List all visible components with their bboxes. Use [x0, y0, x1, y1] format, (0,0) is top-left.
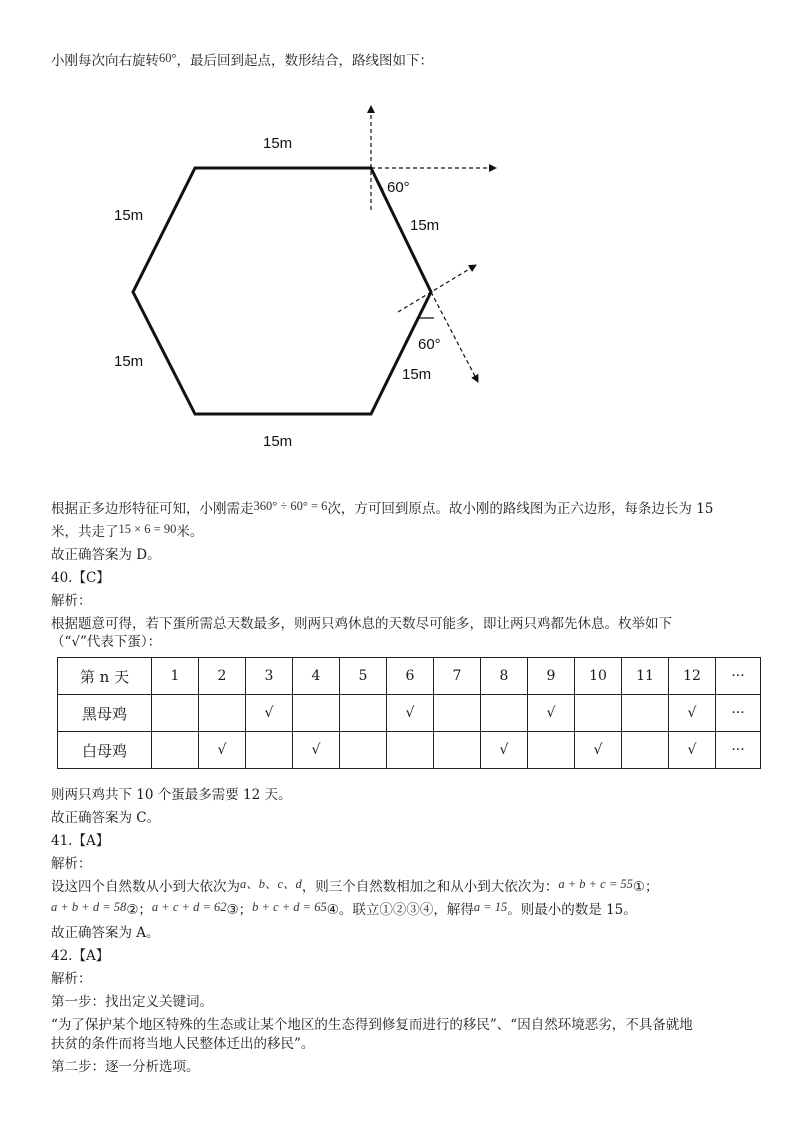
question-number-40: 40.【C】 [51, 570, 110, 586]
table-header-cell: 12 [669, 658, 716, 695]
table-cell: √ [481, 732, 528, 769]
equation-4: b + c + d = 65 [252, 900, 327, 914]
definition-quote-line1: “为了保护某个地区特殊的生态或让某个地区的生态得到修复而进行的移民”、“因自然环境恶劣，不具备就地 [51, 1017, 693, 1033]
step-1: 第一步：找出定义关键词。 [51, 994, 213, 1010]
table-cell: 白母鸡 [58, 732, 152, 769]
table-cell: 黑母鸡 [58, 695, 152, 732]
table-header-cell: 第 n 天 [58, 658, 152, 695]
conclusion-40: 则两只鸡共下 10 个蛋最多需要 12 天。 [51, 787, 292, 803]
forward-arrow [398, 265, 476, 312]
table-cell [152, 732, 199, 769]
intro-text-end: ，最后回到起点，数形结合，路线图如下： [176, 53, 433, 69]
solution-equation: a = 15 [473, 900, 508, 914]
table-cell [293, 695, 340, 732]
rotation-angle: 60° [159, 51, 177, 65]
angle-label-right: 60° [418, 336, 441, 353]
table-cell [575, 695, 622, 732]
table-row-white-hen [58, 732, 761, 769]
table-header-row [58, 658, 761, 695]
explanation-line-1 [51, 499, 713, 519]
intro-text: 小刚每次向右旋转 [51, 53, 159, 69]
table-cell [528, 732, 575, 769]
analysis-label-41: 解析： [51, 856, 92, 872]
table-row-black-hen [58, 695, 761, 732]
analysis-text-40-line1: 根据题意可得，若下蛋所需总天数最多，则两只鸡休息的天数尽可能多，即让两只鸡都先休息。枚举如下 [51, 616, 672, 632]
angle-label-top: 60° [387, 179, 410, 196]
table-header-cell: 9 [528, 658, 575, 695]
table-cell: √ [528, 695, 575, 732]
question-number-41: 41.【A】 [51, 833, 110, 849]
table-cell [246, 732, 293, 769]
table-header-cell: 8 [481, 658, 528, 695]
table-header-cell: 1 [152, 658, 199, 695]
explanation-text: 次，方可回到原点。故小刚的路线图为正六边形，每条边长为 15 [327, 501, 714, 517]
formula-15-times-6: 15 × 6 = 90 [118, 522, 177, 536]
table-header-cell: 6 [387, 658, 434, 695]
step-2: 第二步：逐一分析选项。 [51, 1059, 200, 1075]
equation-2: a + b + d = 58 [51, 900, 127, 914]
table-cell: √ [293, 732, 340, 769]
table-header-cell: 10 [575, 658, 622, 695]
definition-quote-line2: 扶贫的条件而将当地人民整体迁出的移民”。 [51, 1036, 315, 1052]
equation-mark: ②； [126, 902, 152, 918]
table-cell: ··· [716, 732, 761, 769]
side-label-bottom: 15m [263, 433, 293, 450]
side-label-upper-left: 15m [114, 207, 144, 224]
explanation-line-2 [51, 522, 203, 542]
analysis-text-40-line2: （“√”代表下蛋）： [51, 634, 162, 650]
table-cell [152, 695, 199, 732]
table-cell [481, 695, 528, 732]
equation-mark: ③； [226, 902, 253, 918]
table-header-cell: 3 [246, 658, 293, 695]
egg-laying-table [57, 657, 761, 769]
question-number-42: 42.【A】 [51, 948, 110, 964]
side-label-upper-right: 15m [410, 217, 440, 234]
analysis-label-42: 解析： [51, 971, 92, 987]
hexagon-path [133, 168, 431, 414]
equation-3: a + c + d = 62 [151, 900, 227, 914]
table-cell [434, 695, 481, 732]
table-header-cell: 2 [199, 658, 246, 695]
equation-mark: ①； [632, 879, 659, 895]
side-label-lower-left: 15m [114, 353, 144, 370]
table-cell [622, 695, 669, 732]
table-cell [622, 732, 669, 769]
analysis-text: ，则三个自然数相加之和从小到大依次为： [301, 879, 559, 895]
table-cell: √ [246, 695, 293, 732]
analysis-text: 设这四个自然数从小到大依次为 [51, 879, 240, 895]
table-header-cell: ··· [716, 658, 761, 695]
analysis-text-41-line1 [51, 877, 659, 897]
equation-mark: ④。联立①②③④，解得 [326, 902, 474, 918]
table-header-cell: 11 [622, 658, 669, 695]
answer-39: 故正确答案为 D。 [51, 547, 161, 563]
table-cell [340, 732, 387, 769]
table-cell: √ [199, 732, 246, 769]
table-header-cell: 5 [340, 658, 387, 695]
explanation-text: 根据正多边形特征可知，小刚需走 [51, 501, 254, 517]
answer-41: 故正确答案为 A。 [51, 925, 160, 941]
side-label-lower-right: 15m [402, 366, 432, 383]
table-cell: √ [387, 695, 434, 732]
table-cell: √ [669, 695, 716, 732]
explanation-text: 米。 [176, 524, 204, 540]
formula-360-div-60: 360° ÷ 60° = 6 [253, 499, 328, 513]
hexagon-route-diagram [100, 90, 520, 460]
intro-line [51, 51, 433, 71]
table-cell: ··· [716, 695, 761, 732]
table-cell: √ [669, 732, 716, 769]
analysis-text: 。则最小的数是 15。 [507, 902, 637, 918]
equation-1: a + b + c = 55 [558, 877, 633, 891]
analysis-text-41-line2 [51, 900, 637, 920]
table-cell [434, 732, 481, 769]
table-cell: √ [575, 732, 622, 769]
variables-abcd: a、b、c、d [240, 877, 302, 891]
answer-40: 故正确答案为 C。 [51, 810, 161, 826]
angle-tick-top [371, 168, 383, 190]
explanation-text: 米，共走了 [51, 524, 119, 540]
table-cell [387, 732, 434, 769]
analysis-label-40: 解析： [51, 593, 92, 609]
table-cell [340, 695, 387, 732]
table-cell [199, 695, 246, 732]
table-header-cell: 7 [434, 658, 481, 695]
table-header-cell: 4 [293, 658, 340, 695]
side-label-top: 15m [263, 135, 293, 152]
